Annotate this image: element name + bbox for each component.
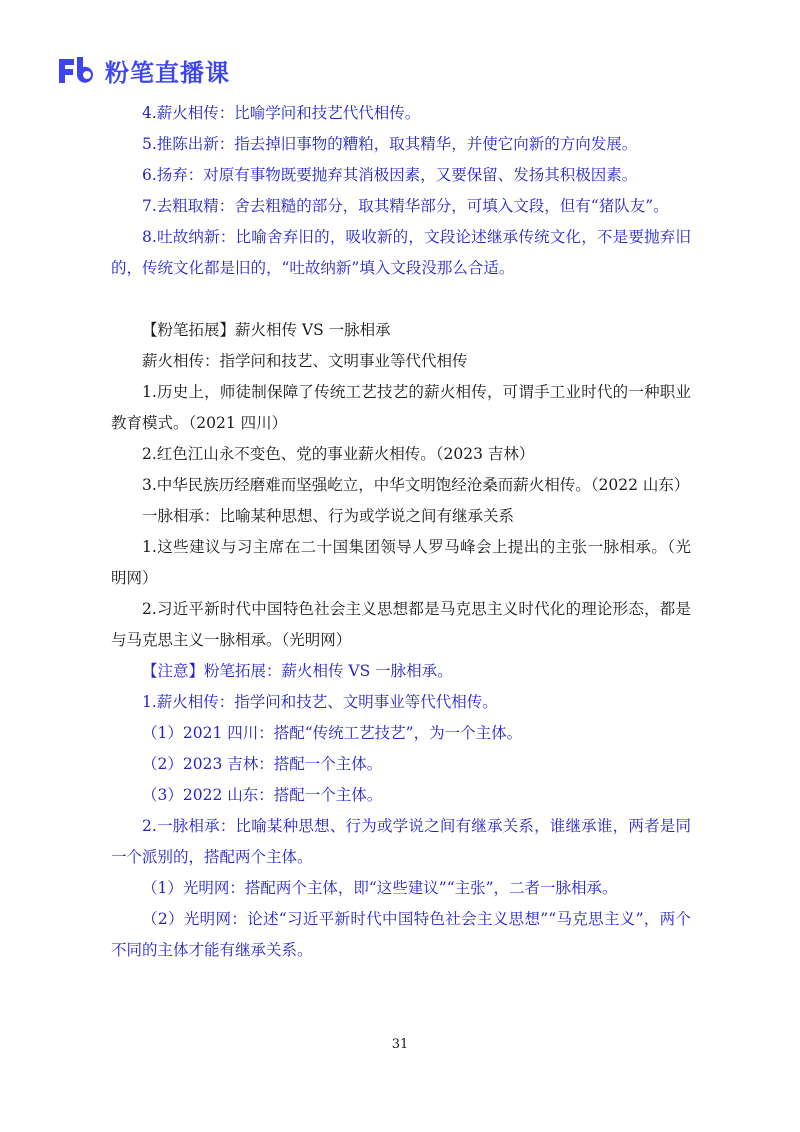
list-item: 8.吐故纳新：比喻舍弃旧的，吸收新的，文段论述继承传统文化，不是要抛弃旧的，传统文化都是旧的，“吐故纳新”填入文段没那么合适。: [111, 228, 691, 277]
expansion-title: 【粉笔拓展】薪火相传 VS 一脉相承: [142, 321, 391, 339]
note-subitem: （3）2022 山东：搭配一个主体。: [142, 786, 383, 804]
list-item: 4.薪火相传：比喻学问和技艺代代相传。: [142, 104, 421, 122]
yimai-definition: 一脉相承：比喻某种思想、行为或学说之间有继承关系: [142, 507, 515, 525]
example-item: 1.这些建议与习主席在二十国集团领导人罗马峰会上提出的主张一脉相承。（光明网）: [111, 538, 691, 587]
page-content: [111, 98, 691, 966]
note-subitem: （2）光明网：论述“习近平新时代中国特色社会主义思想”“马克思主义”，两个不同的主体才能有继承关系。: [111, 910, 691, 959]
fenbi-logo-icon: [57, 55, 99, 85]
list-item: 7.去粗取精：舍去粗糙的部分，取其精华部分，可填入文段，但有“猪队友”。: [142, 197, 669, 215]
example-item: 2.习近平新时代中国特色社会主义思想都是马克思主义时代化的理论形态，都是与马克思主义一脉相承。（光明网）: [111, 600, 691, 649]
note-subitem: （1）2021 四川：搭配“传统工艺技艺”，为一个主体。: [142, 724, 523, 742]
xinhuo-definition: 薪火相传：指学问和技艺、文明事业等代代相传: [142, 352, 468, 370]
list-item: 5.推陈出新：指去掉旧事物的糟粕，取其精华，并使它向新的方向发展。: [142, 135, 638, 153]
example-item: 2.红色江山永不变色、党的事业薪火相传。（2023 吉林）: [142, 445, 535, 463]
page-number: 31: [391, 1037, 409, 1052]
header: [57, 52, 230, 88]
note-title: 【注意】粉笔拓展：薪火相传 VS 一脉相承。: [142, 662, 453, 680]
spacer: [111, 284, 691, 315]
example-item: 3.中华民族历经磨难而坚强屹立，中华文明饱经沧桑而薪火相传。（2022 山东）: [142, 476, 690, 494]
note-yimai: 2.一脉相承：比喻某种思想、行为或学说之间有继承关系，谁继承谁，两者是同一个派别的，搭配两个主体。: [111, 817, 691, 866]
note-xinhuo: 1.薪火相传：指学问和技艺、文明事业等代代相传。: [142, 693, 498, 711]
brand-name: 粉笔直播课: [105, 58, 230, 87]
example-item: 1.历史上，师徒制保障了传统工艺技艺的薪火相传，可谓手工业时代的一种职业教育模式。（2021 四川）: [111, 383, 691, 432]
note-subitem: （2）2023 吉林：搭配一个主体。: [142, 755, 383, 773]
note-subitem: （1）光明网：搭配两个主体，即“这些建议”“主张”，二者一脉相承。: [142, 879, 618, 897]
list-item: 6.扬弃：对原有事物既要抛弃其消极因素，又要保留、发扬其积极因素。: [142, 166, 638, 184]
